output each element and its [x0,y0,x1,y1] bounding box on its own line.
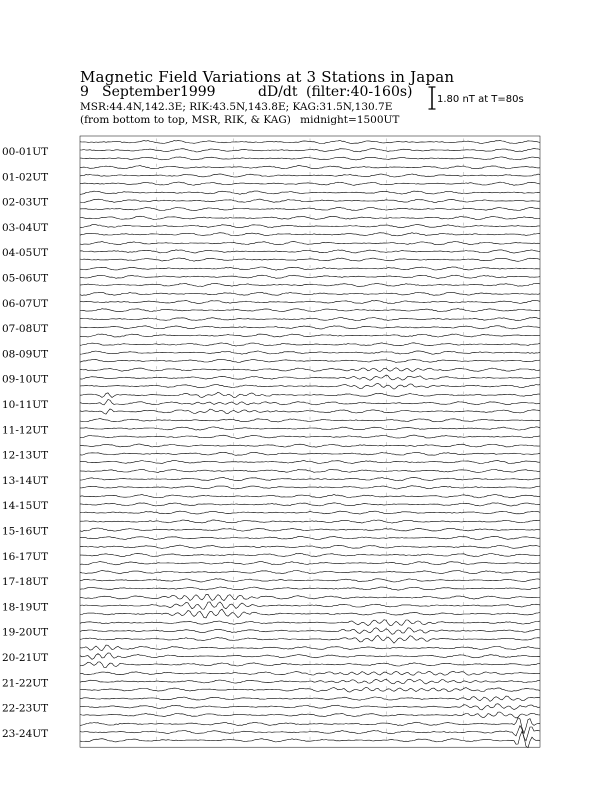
hour-label: 15-16UT [2,525,49,538]
chart-title: Magnetic Field Variations at 3 Stations in Japan [80,68,455,86]
hour-label: 02-03UT [2,196,49,209]
hour-label: 22-23UT [2,702,49,715]
hour-label: 12-13UT [2,449,49,462]
hour-label: 23-24UT [2,727,49,740]
hour-label: 10-11UT [2,399,49,411]
hour-label: 03-04UT [2,221,49,234]
hour-label: 19-20UT [2,626,49,639]
order-note: (from bottom to top, MSR, RIK, & KAG) [80,114,291,126]
trace-msr [80,258,540,261]
hour-label: 01-02UT [2,171,49,184]
hour-label: 21-22UT [2,677,49,690]
date-label: September1999 [102,84,216,100]
hour-label: 13-14UT [2,474,49,487]
grid [157,139,464,740]
hour-label: 14-15UT [2,500,49,513]
hour-label: 08-09UT [2,348,49,361]
day-label: 9 [80,84,89,100]
scale-label: 1.80 nT at T=80s [437,94,524,105]
midnight-note: midnight=1500UT [300,114,400,126]
hour-label: 17-18UT [2,576,49,589]
hour-label: 09-10UT [2,373,49,386]
hour-label: 20-21UT [2,652,49,664]
hour-label: 18-19UT [2,601,49,614]
hour-label: 11-12UT [2,424,49,437]
hour-label: 00-01UT [2,146,49,158]
hour-label: 04-05UT [2,247,49,260]
hour-label: 16-17UT [2,550,49,563]
quantity-label: dD/dt [258,84,298,100]
hour-label: 07-08UT [2,323,49,336]
filter-label: (filter:40-160s) [306,84,413,100]
hour-label: 06-07UT [2,297,49,310]
hour-label: 05-06UT [2,272,49,285]
trace-msr [80,511,540,514]
stations-label: MSR:44.4N,142.3E; RIK:43.5N,143.8E; KAG:31.5N,130.7E [80,101,393,113]
